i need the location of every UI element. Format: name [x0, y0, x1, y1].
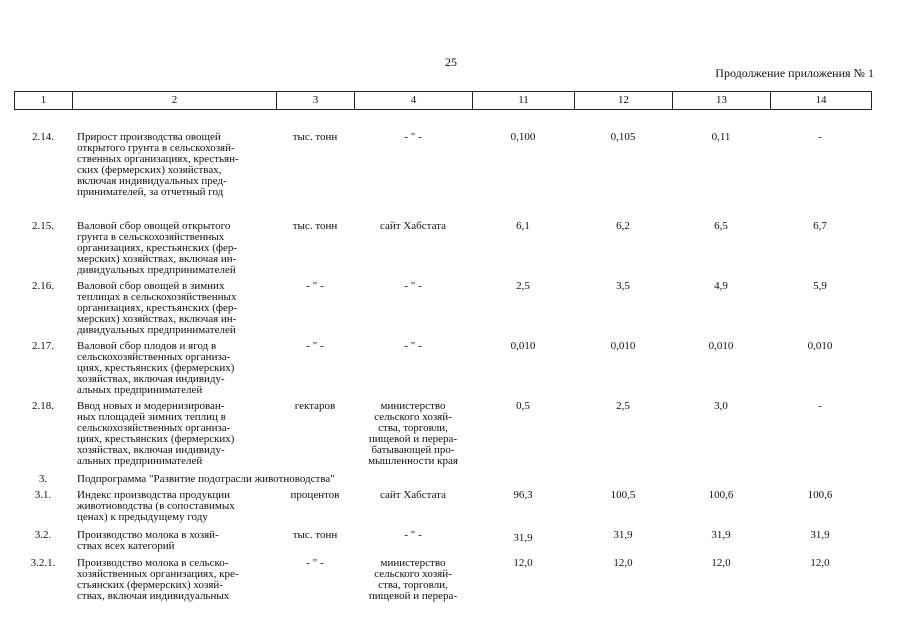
- value-col-12: 3,5: [616, 280, 630, 292]
- unit: - " -: [306, 340, 324, 352]
- value-col-12: 12,0: [613, 557, 633, 569]
- value-col-12: 0,105: [610, 131, 636, 143]
- value-col-12: 100,5: [610, 489, 636, 501]
- indicator-name: Валовой сбор овощей в зимних теплицах в сельскохозяйственных организациях, крестьянских (фер- мерских) хозяйствах, включая ин- дивидуальных предпринимателей: [77, 280, 238, 336]
- value-col-11: 0,5: [516, 400, 530, 412]
- row-number: 2.15.: [32, 220, 54, 232]
- indicator-name: Производство молока в сельско- хозяйственных организациях, кре- стьянских (фермерских) хозяй- ствах, включая индивидуальных: [77, 557, 239, 602]
- continuation-note: Продолжение приложения № 1: [715, 66, 874, 80]
- data-source: министерство сельского хозяй- ства, торговли, пищевой и перера-: [368, 557, 458, 602]
- value-col-14: 100,6: [807, 489, 833, 501]
- data-source: - " -: [404, 529, 422, 541]
- value-col-12: 0,010: [610, 340, 636, 352]
- data-source: - " -: [404, 131, 422, 143]
- row-number: 3.1.: [34, 489, 52, 501]
- data-source: - " -: [404, 280, 422, 292]
- indicator-name: Валовой сбор овощей открытого грунта в сельскохозяйственных организациях, крестьянских (фер- мерских) хозяйствах, включая ин- дивидуальных предпринимателей: [77, 220, 238, 276]
- value-col-14: 0,010: [807, 340, 833, 352]
- value-col-11: 6,1: [516, 220, 530, 232]
- value-col-14: -: [818, 400, 822, 412]
- column-header-cell: 11: [473, 92, 575, 109]
- value-col-11: 0,100: [510, 131, 536, 143]
- value-col-13: 0,010: [708, 340, 734, 352]
- column-header-cell: 3: [277, 92, 355, 109]
- indicator-name: Ввод новых и модернизирован- ных площадей зимних теплиц в сельскохозяйственных организа- циях, крестьянских (фермерских) хозяйствах, включая индивиду- альных предпринимателей: [77, 400, 235, 467]
- unit: - " -: [306, 557, 324, 569]
- value-col-13: 4,9: [714, 280, 728, 292]
- row-number: 3.2.1.: [30, 557, 56, 569]
- page-number: 25: [445, 55, 457, 69]
- unit: тыс. тонн: [292, 529, 338, 541]
- value-col-12: 31,9: [613, 529, 633, 541]
- value-col-11: 96,3: [513, 489, 533, 501]
- indicator-name: Производство молока в хозяй- ствах всех категорий: [77, 529, 219, 552]
- column-header-cell: 13: [673, 92, 771, 109]
- value-col-13: 3,0: [714, 400, 728, 412]
- row-number: 3.2.: [34, 529, 52, 541]
- data-source: сайт Хабстата: [379, 220, 446, 232]
- value-col-12: 2,5: [616, 400, 630, 412]
- row-number: 2.17.: [32, 340, 54, 352]
- value-col-12: 6,2: [616, 220, 630, 232]
- value-col-13: 31,9: [711, 529, 731, 541]
- unit: тыс. тонн: [292, 220, 338, 232]
- subprogram-title: Подпрограмма "Развитие подотрасли животноводства": [77, 473, 335, 485]
- data-source: сайт Хабстата: [379, 489, 446, 501]
- data-source: - " -: [404, 340, 422, 352]
- column-header-cell: 4: [355, 92, 473, 109]
- unit: процентов: [290, 489, 340, 501]
- indicator-name: Прирост производства овощей открытого грунта в сельскохозяй- ственных организациях, крестьян- ских (фермерских) хозяйствах, включая индивидуальных пред- принимателей, за отчетный год: [77, 131, 239, 198]
- value-col-14: 12,0: [810, 557, 830, 569]
- column-header-cell: 2: [73, 92, 277, 109]
- value-col-14: 5,9: [813, 280, 827, 292]
- value-col-11: 0,010: [510, 340, 536, 352]
- row-number: 2.16.: [32, 280, 54, 292]
- value-col-14: 31,9: [810, 529, 830, 541]
- column-header-cell: 14: [815, 94, 827, 106]
- value-col-14: -: [818, 131, 822, 143]
- value-col-11: 31,9: [513, 532, 533, 544]
- unit: гектаров: [294, 400, 336, 412]
- value-col-13: 12,0: [711, 557, 731, 569]
- value-col-13: 100,6: [708, 489, 734, 501]
- row-number: 2.14.: [32, 131, 54, 143]
- row-number: 2.18.: [32, 400, 54, 412]
- column-number-header: [14, 91, 872, 110]
- unit: тыс. тонн: [292, 131, 338, 143]
- unit: - " -: [306, 280, 324, 292]
- value-col-14: 6,7: [813, 220, 827, 232]
- value-col-11: 12,0: [513, 557, 533, 569]
- value-col-11: 2,5: [516, 280, 530, 292]
- indicator-name: Индекс производства продукции животноводства (в сопоставимых ценах) к предыдущему году: [77, 489, 235, 523]
- row-number: 3.: [38, 473, 48, 485]
- data-source: министерство сельского хозяй- ства, торговли, пищевой и перера- батывающей про- мышленности края: [368, 400, 458, 467]
- column-header-cell: 12: [575, 92, 673, 109]
- column-header-cell: 1: [15, 92, 73, 109]
- value-col-13: 0,11: [711, 131, 731, 143]
- value-col-13: 6,5: [714, 220, 728, 232]
- indicator-name: Валовой сбор плодов и ягод в сельскохозяйственных организа- циях, крестьянских (фермерских) хозяйствах, включая индивиду- альных предпринимателей: [77, 340, 235, 396]
